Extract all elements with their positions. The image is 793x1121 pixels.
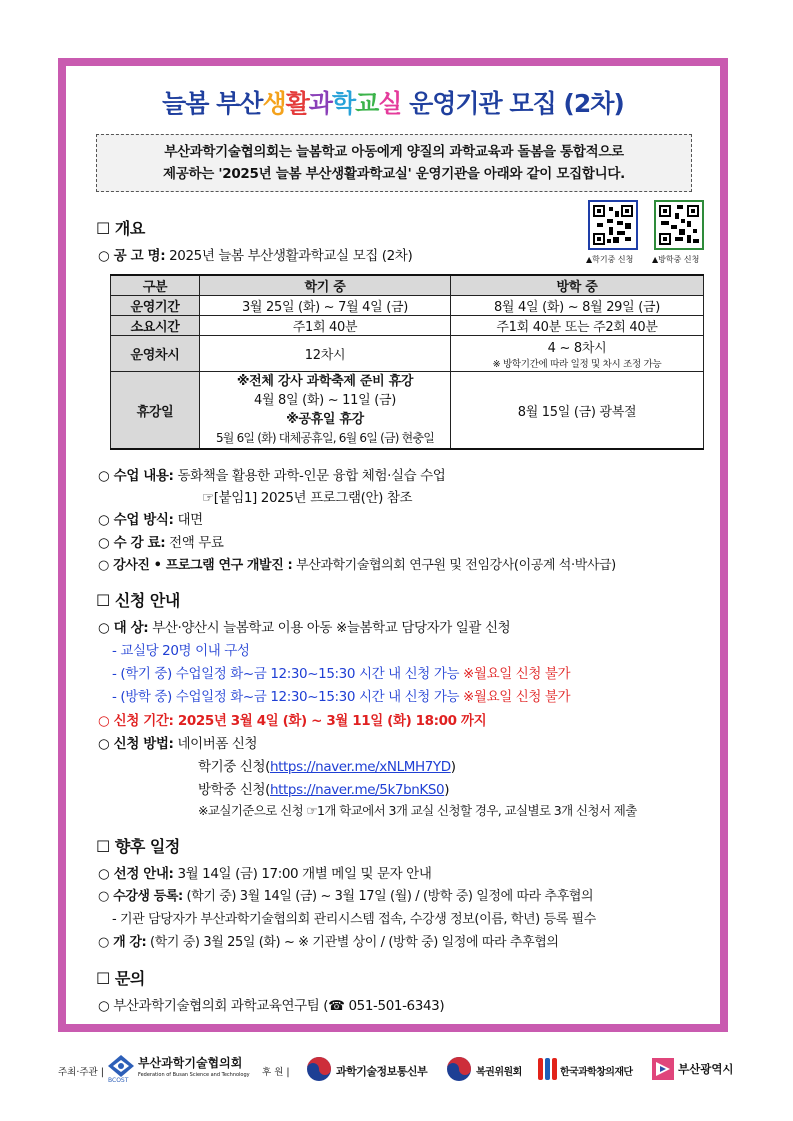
page-title <box>66 84 720 120</box>
title-char: 생 <box>262 89 286 118</box>
apply-method-label: ○ 신청 방법: <box>98 736 174 752</box>
apply-method-value: 네이버폼 신청 <box>173 736 258 752</box>
row-label: 소요시간 <box>111 316 200 336</box>
target-line <box>98 616 510 636</box>
method-value: 대면 <box>173 512 203 528</box>
table-header: 구분 <box>111 275 200 296</box>
opening-line <box>98 931 559 950</box>
cell-text: 5월 6일 (화) 대체공휴일, 6월 6일 (금) 현충일 <box>215 431 435 445</box>
cell-text: ※공휴일 휴강 <box>286 412 364 427</box>
qr-caption: ▲학기중 신청 <box>586 255 634 264</box>
semester-time-note <box>112 662 570 682</box>
registration-line <box>98 885 593 904</box>
table-cell: 8월 4일 (화) ~ 8월 29일 (금) <box>451 296 704 316</box>
developer-line <box>98 554 616 573</box>
host-name: 부산과학기술협의회 <box>138 1056 243 1070</box>
title-part: 늘봄 부산 <box>162 89 263 118</box>
title-part: 운영기관 모집 (2차) <box>401 89 624 118</box>
selection-label: ○ 선정 안내: <box>98 866 174 882</box>
registration-note: - 기관 담당자가 부산과학기술협의회 관리시스템 접속, 수강생 정보(이름, 학년) 등록 필수 <box>112 912 596 927</box>
selection-line <box>98 862 431 882</box>
fee-value: 전액 무료 <box>165 535 224 551</box>
cell-text: ※전체 강사 과학축제 준비 휴강 <box>236 374 414 389</box>
opening-value: (학기 중) 3월 25일 (화) ~ ※ 기관별 상이 / (방학 중) 일정에 따라 추후협의 <box>146 935 559 950</box>
sponsor-busan: 부산광역시 <box>678 1062 734 1076</box>
method-label: ○ 수업 방식: <box>98 512 174 528</box>
row-label: 운영차시 <box>111 336 200 372</box>
table-cell: 주1회 40분 또는 주2회 40분 <box>451 316 704 336</box>
cell-text: 4 ~ 8차시 <box>547 341 607 356</box>
notice-line <box>98 244 412 264</box>
content-value: 동화책을 활용한 과학-인문 융합 체험·실습 수업 <box>173 468 446 484</box>
table-cell: 12차시 <box>200 336 451 372</box>
cell-text: 4월 8일 (화) ~ 11일 (금) <box>253 393 396 408</box>
vacation-apply-line <box>198 778 449 798</box>
section-heading-schedule: ☐ 향후 일정 <box>96 837 180 856</box>
table-header: 학기 중 <box>200 275 451 296</box>
developer-value: 부산과학기술협의회 연구원 및 전임강사(이공계 석·박사급) <box>292 558 616 573</box>
table-row <box>111 372 704 450</box>
registration-label: ○ 수강생 등록: <box>98 889 183 904</box>
section-heading-overview: ☐ 개요 <box>96 219 145 238</box>
content-line <box>98 464 445 484</box>
row-label: 운영기간 <box>111 296 200 316</box>
target-label: ○ 대 상: <box>98 620 149 636</box>
sponsor-label: 후 원 | <box>262 1067 290 1078</box>
notice-label: ○ 공 고 명: <box>98 248 166 264</box>
content-label: ○ 수업 내용: <box>98 468 174 484</box>
note-text: - (학기 중) 수업일정 화~금 12:30~15:30 시간 내 신청 가능 <box>112 666 464 682</box>
title-char: 과 <box>308 89 332 118</box>
content-reference: ☞[붙임1] 2025년 프로그램(안) 참조 <box>202 490 413 506</box>
sponsor-kofac: 한국과학창의재단 <box>560 1067 633 1078</box>
title-char: 실 <box>378 89 402 118</box>
notice-value: 2025년 늘봄 부산생활과학교실 모집 (2차) <box>165 248 413 264</box>
footer <box>0 1050 793 1090</box>
qr-code-vacation[interactable] <box>654 200 704 250</box>
table-cell: 3월 25일 (화) ~ 7월 4일 (금) <box>200 296 451 316</box>
table-header: 방학 중 <box>451 275 704 296</box>
cell-note: ※ 방학기간에 따라 일정 및 차시 조정 가능 <box>492 359 662 370</box>
sponsor-lottery: 복권위원회 <box>476 1067 522 1078</box>
busan-logo-icon <box>652 1056 676 1085</box>
host-english: Federation of Busan Science and Technology <box>138 1072 250 1078</box>
section-heading-contact: ☐ 문의 <box>96 969 145 988</box>
qr-icon <box>593 205 633 245</box>
intro-box <box>96 134 692 192</box>
apply-method-note: ※교실기준으로 신청 ☞1개 학교에서 3개 교실 신청할 경우, 교실별로 3개 신청서 제출 <box>198 803 637 818</box>
link-prefix: 방학중 신청( <box>198 782 270 798</box>
qr-code-semester[interactable] <box>588 200 638 250</box>
note-text: - (방학 중) 수업일정 화~금 12:30~15:30 시간 내 신청 가능 <box>112 689 464 705</box>
taegeuk-logo-icon <box>446 1056 472 1085</box>
intro-line: 부산과학기술협의회는 늘봄학교 아동에게 양질의 과학교육과 돌봄을 통합적으로 <box>164 144 624 160</box>
table-row <box>111 296 704 316</box>
intro-line: 제공하는 '2025년 늘봄 부산생활과학교실' 운영기관을 아래와 같이 모집합니다. <box>163 166 625 182</box>
class-size-note: - 교실당 20명 이내 구성 <box>112 643 250 659</box>
link-prefix: 학기중 신청( <box>198 759 270 775</box>
sponsor-msit: 과학기술정보통신부 <box>336 1065 428 1078</box>
table-row <box>111 316 704 336</box>
opening-label: ○ 개 강: <box>98 935 147 950</box>
host-abbr: BCOST <box>108 1077 129 1084</box>
developer-label: ○ 강사진 • 프로그램 연구 개발진 : <box>98 558 293 573</box>
table-cell <box>451 336 704 372</box>
link-suffix: ) <box>450 759 456 775</box>
target-value: 부산·양산시 늘봄학교 이용 아동 ※늘봄학교 담당자가 일괄 신청 <box>148 620 511 636</box>
table-cell: 8월 15일 (금) 광복절 <box>451 372 704 450</box>
semester-apply-link[interactable]: https://naver.me/xNLMH7YD <box>269 759 451 775</box>
fee-label: ○ 수 강 료: <box>98 535 166 551</box>
semester-apply-line <box>198 755 456 775</box>
method-line <box>98 508 203 528</box>
qr-caption: ▲방학중 신청 <box>652 255 700 264</box>
contact-info: ○ 부산과학기술협의회 과학교육연구팀 (☎ 051-501-6343) <box>98 998 445 1014</box>
row-label: 휴강일 <box>111 372 200 450</box>
host-label: 주최·주관 | <box>58 1067 104 1078</box>
title-char: 학 <box>331 89 356 118</box>
vacation-time-note <box>112 685 570 705</box>
title-char: 활 <box>285 89 309 118</box>
method-apply-line <box>98 732 257 752</box>
title-char: 교 <box>355 89 379 118</box>
fee-line <box>98 531 224 551</box>
kofac-logo-icon <box>538 1056 558 1085</box>
table-cell: 주1회 40분 <box>200 316 451 336</box>
application-period: ○ 신청 기간: 2025년 3월 4일 (화) ~ 3월 11일 (화) 18:00 까지 <box>98 713 487 729</box>
registration-value: (학기 중) 3월 14일 (금) ~ 3월 17일 (월) / (방학 중) 일정에 따라 추후협의 <box>182 889 594 904</box>
selection-value: 3월 14일 (금) 17:00 개별 메일 및 문자 안내 <box>173 866 432 882</box>
section-heading-apply: ☐ 신청 안내 <box>96 591 180 610</box>
table-cell <box>200 372 451 450</box>
taegeuk-logo-icon <box>306 1056 332 1085</box>
schedule-table <box>110 274 704 450</box>
link-suffix: ) <box>444 782 450 798</box>
vacation-apply-link[interactable]: https://naver.me/5k7bnKS0 <box>269 782 445 798</box>
note-warning: ※월요일 신청 불가 <box>463 666 571 682</box>
qr-icon <box>659 205 699 245</box>
note-warning: ※월요일 신청 불가 <box>463 689 571 705</box>
poster-frame <box>58 58 728 1032</box>
table-row <box>111 336 704 372</box>
